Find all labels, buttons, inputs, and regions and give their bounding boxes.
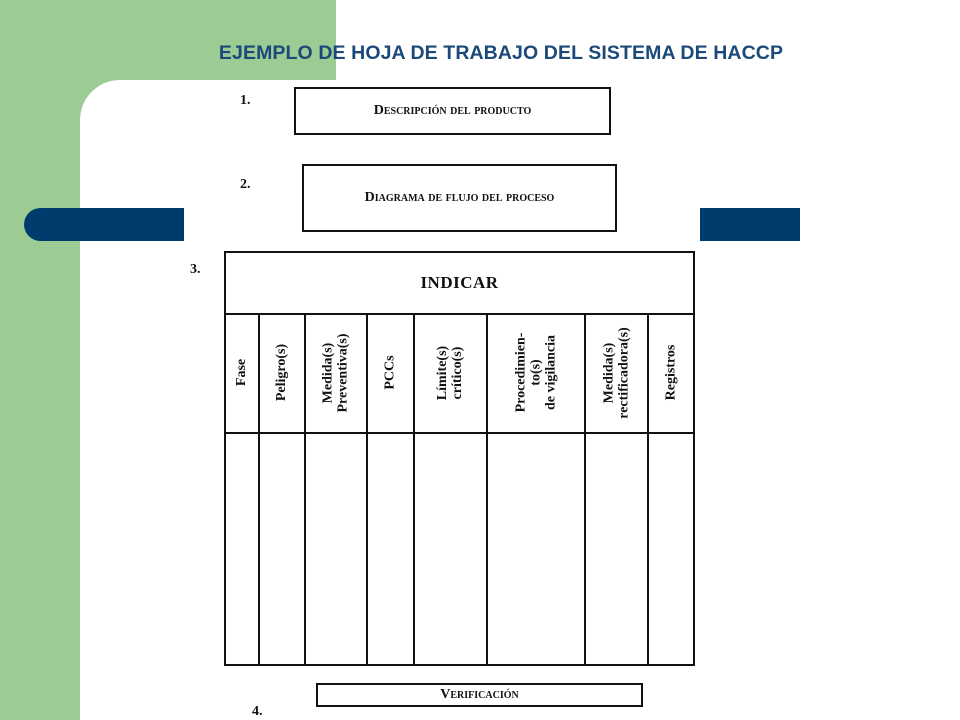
step-2-number: 2. xyxy=(240,177,251,192)
decorative-bar-left xyxy=(24,208,184,241)
column-header-label: PCCs xyxy=(382,355,398,390)
haccp-worksheet-table xyxy=(224,251,695,666)
step-4-number: 4. xyxy=(252,704,263,719)
header-background xyxy=(336,0,960,80)
step-3-number: 3. xyxy=(190,262,201,277)
column-header-phase xyxy=(226,313,258,432)
column-header-label: Medida(s) Preventiva(s) xyxy=(321,332,351,413)
column-header-ccps xyxy=(368,313,413,432)
verification-label: Verificación xyxy=(440,687,519,702)
column-header-label: Peligro(s) xyxy=(274,343,290,402)
column-header-label: Límite(s) crítico(s) xyxy=(435,345,466,400)
column-header-label: Fase xyxy=(234,358,250,387)
step-1-box xyxy=(294,87,611,135)
step-1-number: 1. xyxy=(240,93,251,108)
indicate-header: INDICAR xyxy=(226,253,693,315)
column-header-monitoring-procedures xyxy=(488,313,584,432)
decorative-bar-right xyxy=(700,208,800,241)
column-header-corrective-actions xyxy=(586,313,647,432)
slide-title: EJEMPLO DE HOJA DE TRABAJO DEL SISTEMA DE HACCP xyxy=(218,42,784,64)
column-header-critical-limits xyxy=(415,313,486,432)
column-header-label: Registros xyxy=(663,344,679,401)
column-header-hazards xyxy=(260,313,304,432)
column-header-label: Procedimien- to(s) de vigilancia xyxy=(513,332,559,413)
header-bottom-rule xyxy=(226,432,693,434)
step-4-box xyxy=(316,683,643,707)
column-header-preventive-measures xyxy=(306,313,366,432)
process-flow-diagram-label: Diagrama de flujo del proceso xyxy=(364,190,555,205)
step-2-box xyxy=(302,164,617,232)
column-header-label: Medida(s) rectificadora(s) xyxy=(601,326,632,419)
column-header-records xyxy=(649,313,693,432)
product-description-label: Descripción del producto xyxy=(373,103,532,118)
